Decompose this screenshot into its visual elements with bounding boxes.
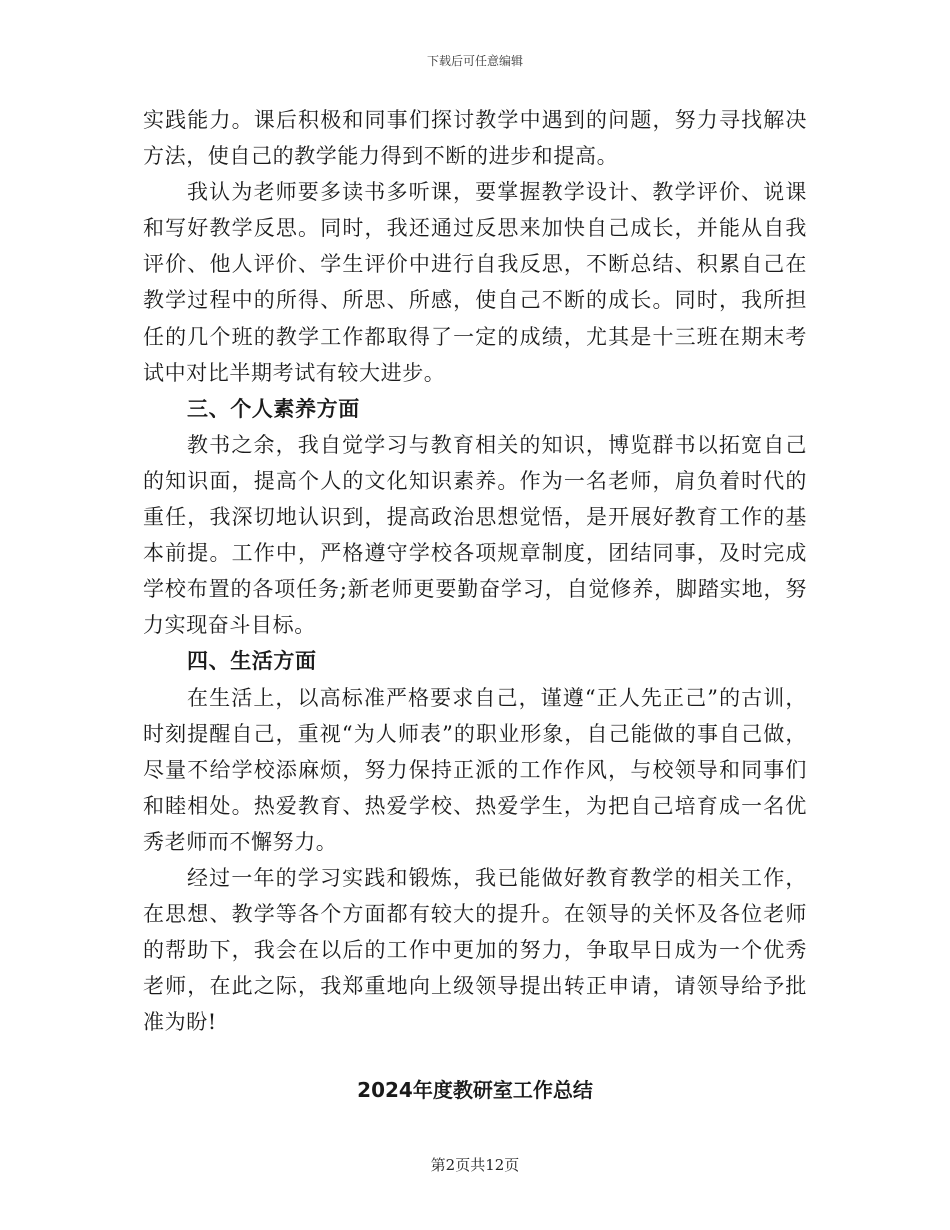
page-footer: 第2页共12页 <box>430 1156 520 1174</box>
section-heading-life: 四、生活方面 <box>187 649 317 674</box>
document-body <box>143 102 807 1040</box>
paragraph-conclusion: 经过一年的学习实践和锻炼，我已能做好教育教学的相关工作，在思想、教学等各个方面都有较大的提升。在领导的关怀及各位老师的帮助下，我会在以后的工作中更加的努力，争取早日成为一个优秀老师，在此之际，我郑重地向上级领导提出转正申请，请领导给予批准为盼! <box>143 865 807 1035</box>
paragraph-personal-quality: 教书之余，我自觉学习与教育相关的知识，博览群书以拓宽自己的知识面，提高个人的文化知识素养。作为一名老师，肩负着时代的重任，我深切地认识到，提高政治思想觉悟，是开展好教育工作的基本前提。工作中，严格遵守学校各项规章制度，团结同事，及时完成学校布置的各项任务;新老师更要勤奋学习，自觉修养，脚踏实地，努力实现奋斗目标。 <box>143 432 807 638</box>
page-header: 下载后可任意编辑 <box>426 54 523 68</box>
paragraph-life: 在生活上，以高标准严格要求自己，谨遵“正人先正己”的古训，时刻提醒自己，重视“为人师表”的职业形象，自己能做的事自己做，尽量不给学校添麻烦，努力保持正派的工作作风，与校领导和同事们和睦相处。热爱教育、热爱学校、热爱学生，为把自己培育成一名优秀老师而不懈努力。 <box>143 685 807 854</box>
paragraph-continuation: 实践能力。课后积极和同事们探讨教学中遇到的问题，努力寻找解决方法，使自己的教学能力得到不断的进步和提高。 <box>143 108 807 169</box>
section-heading-personal-quality: 三、个人素养方面 <box>187 396 360 421</box>
next-document-title: 2024年度教研室工作总结 <box>357 1078 593 1102</box>
paragraph-teaching-reflection: 我认为老师要多读书多听课，要掌握教学设计、教学评价、说课和写好教学反思。同时，我还通过反思来加快自己成长，并能从自我评价、他人评价、学生评价中进行自我反思，不断总结、积累自己在教学过程中的所得、所思、所感，使自己不断的成长。同时，我所担任的几个班的教学工作都取得了一定的成绩，尤其是十三班在期末考试中对比半期考试有较大进步。 <box>143 180 807 385</box>
